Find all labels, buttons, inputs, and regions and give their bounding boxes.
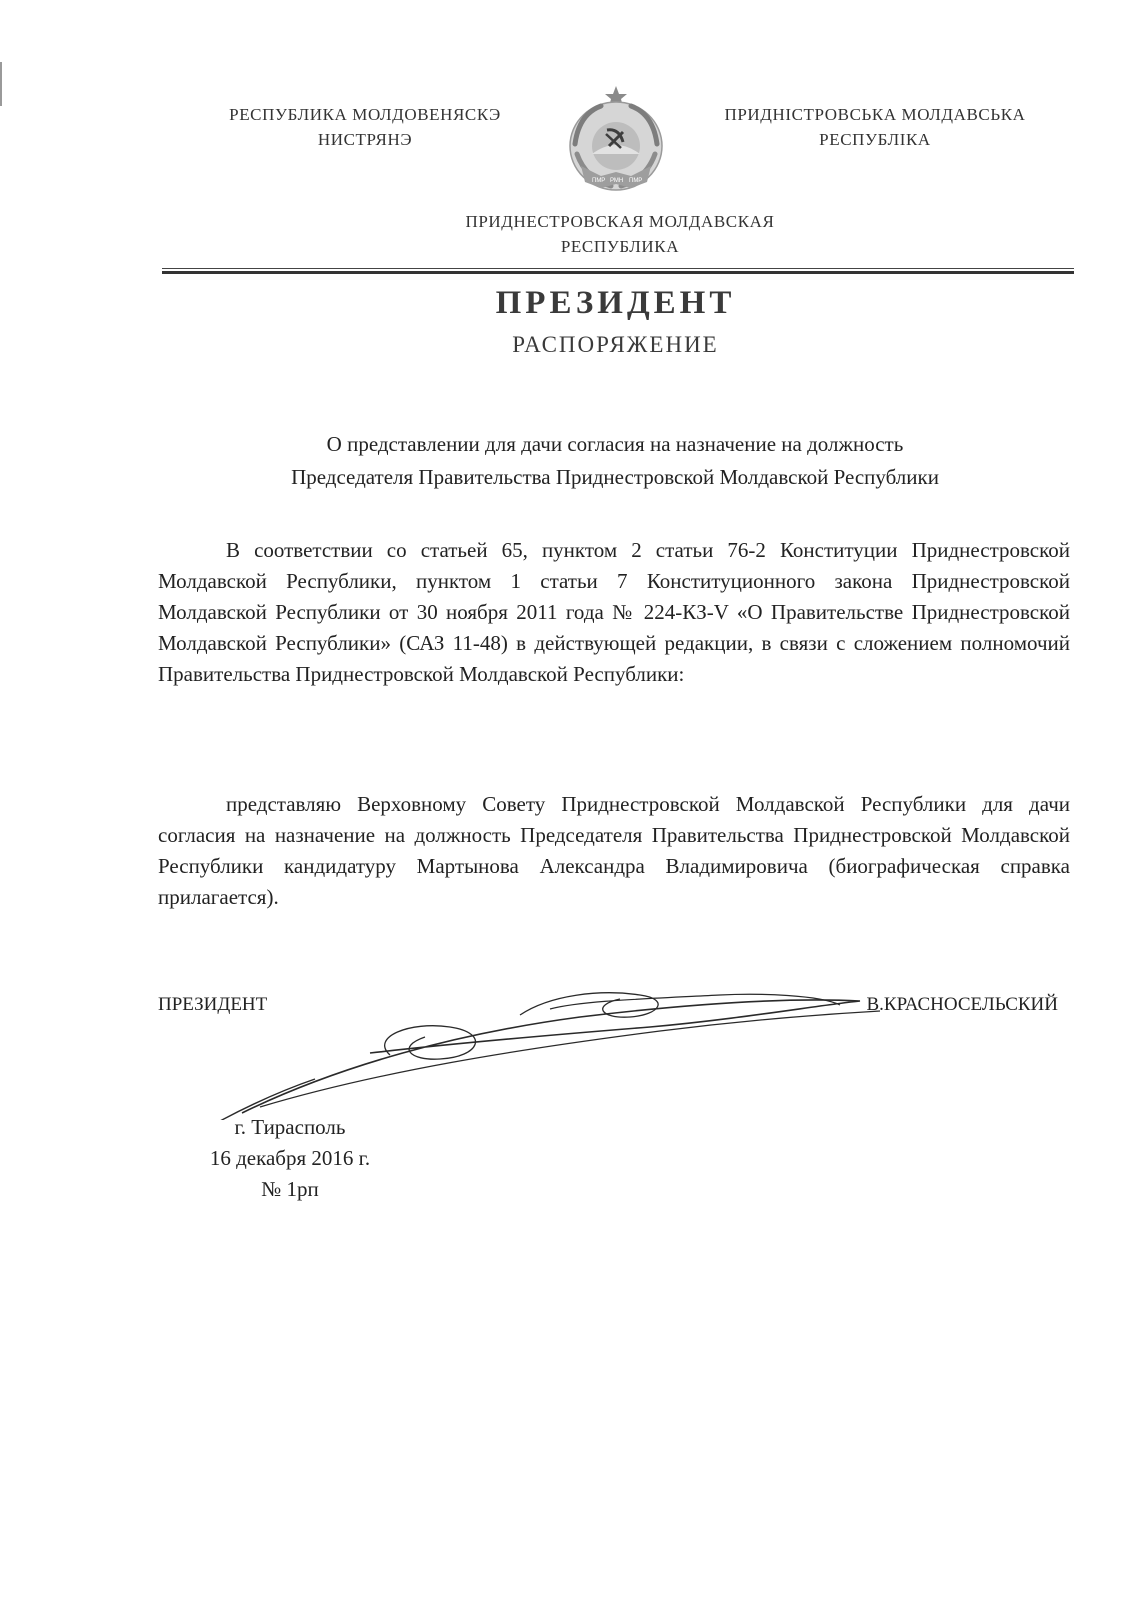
header-divider-thin (162, 268, 1074, 269)
scan-edge-mark (0, 62, 2, 106)
header-russian-line1: ПРИДНЕСТРОВСКАЯ МОЛДАВСКАЯ (465, 212, 775, 231)
header-russian-line2: РЕСПУБЛИКА (560, 237, 680, 256)
svg-text:ПМР: ПМР (629, 178, 643, 184)
header-divider-thick (162, 271, 1074, 274)
issue-date: 16 декабря 2016 г. (209, 1146, 371, 1170)
issue-place: г. Тирасполь (234, 1115, 346, 1139)
document-number: № 1рп (261, 1177, 319, 1201)
document-subject-heading (160, 428, 1070, 494)
body-paragraph-legal-basis: В соответствии со статьей 65, пунктом 2 статьи 76-2 Конституции Приднестровской Молдавской Республики, пунктом 1 статьи 7 Конституционного закона Приднестровской Молдавской Республики от 30 ноября 2011 года № 224-КЗ-V «О Правительстве Приднестровской Молдавской Республики» (САЗ 11-48) в действующей редакции, в связи с сложением полномочий Правительства Приднестровской Молдавской Республики: (158, 538, 1070, 686)
document-type-title: РАСПОРЯЖЕНИЕ (512, 332, 719, 357)
document-subject-line1: О представлении для дачи согласия на назначение на должность (326, 432, 904, 456)
header-moldovan (205, 102, 525, 152)
body-paragraph-decision: представляю Верховному Совету Приднестровской Молдавской Республики для дачи согласия на назначение на должность Председателя Правительства Приднестровской Молдавской Республики кандидатуру Мартынова Александра Владимировича (биографическая справка прилагается). (158, 792, 1070, 909)
header-ukrainian (690, 102, 1060, 152)
header-ukrainian-line2: РЕСПУБЛІКА (819, 130, 931, 149)
header-russian (420, 209, 820, 259)
document-authority-title: ПРЕЗИДЕНТ (495, 285, 736, 321)
document-subject-line2: Председателя Правительства Приднестровской Молдавской Республики (291, 465, 939, 489)
svg-text:РМН: РМН (610, 178, 624, 184)
signatory-name: В.КРАСНОСЕЛЬСКИЙ (866, 994, 1058, 1015)
svg-text:ПМР: ПМР (592, 178, 606, 184)
handwritten-signature (220, 975, 920, 1120)
header-moldovan-line2: НИСТРЯНЭ (317, 130, 413, 149)
signatory-role: ПРЕЗИДЕНТ (158, 994, 268, 1015)
header-ukrainian-line1: ПРИДНІСТРОВСЬКА МОЛДАВСЬКА (724, 105, 1026, 124)
header-moldovan-line1: РЕСПУБЛИКА МОЛДОВЕНЯСКЭ (229, 105, 501, 124)
coat-of-arms-icon (561, 84, 671, 198)
